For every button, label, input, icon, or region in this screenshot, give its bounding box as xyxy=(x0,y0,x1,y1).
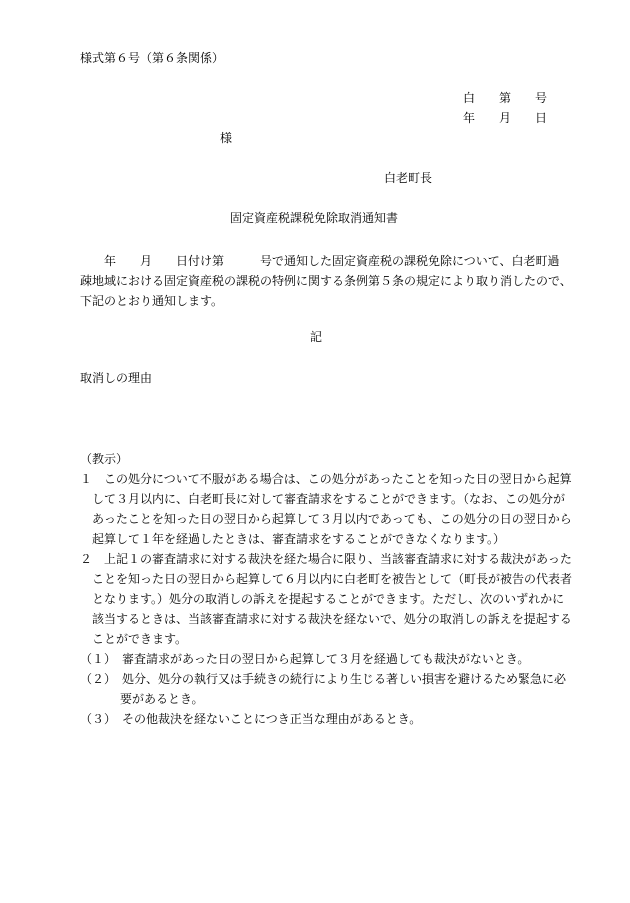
kyoji-item1-line: 起算して１年を経過したときは、審査請求をすることができなくなります。） xyxy=(92,532,506,546)
kyoji-item2-line: ことを知った日の翌日から起算して６月以内に白老町を被告として（町長が被告の代表者 xyxy=(92,572,573,586)
addressee: 様 xyxy=(220,131,233,145)
ki-heading: 記 xyxy=(310,330,323,344)
kyoji-item1-line: あったことを知った日の翌日から起算して３月以内であっても、この処分の日の翌日から xyxy=(92,512,572,526)
kyoji-sub3: （３） その他裁決を経ないことにつき正当な理由があるとき。 xyxy=(80,712,422,726)
body-line: 下記のとおり通知します。 xyxy=(80,294,224,308)
kyoji-sub1: （１） 審査請求があった日の翌日から起算して３月を経過しても裁決がないとき。 xyxy=(80,652,530,666)
issue-date xyxy=(463,112,547,124)
reference-dai: 第 xyxy=(499,91,512,105)
date-year: 年 xyxy=(463,111,476,125)
kyoji-sub2-line: 要があるとき。 xyxy=(120,692,204,706)
kyoji-heading: （教示） xyxy=(80,452,129,466)
kyoji-sub2-line: （２） 処分、処分の執行又は手続きの続行により生じる著しい損害を避けるため緊急に必 xyxy=(80,672,567,686)
reference-prefix: 白 xyxy=(463,91,476,105)
date-month: 月 xyxy=(499,111,512,125)
kyoji-item2-line: 該当するときは、当該審査請求に対する裁決を経ないで、処分の取消しの訴えを提起する xyxy=(92,612,572,626)
document-title: 固定資産税課税免除取消通知書 xyxy=(230,211,399,225)
reference-number xyxy=(463,92,547,104)
body-paragraph xyxy=(80,251,570,311)
kyoji-item2-line: ２ 上記１の審査請求に対する裁決を経た場合に限り、当該審査請求に対する裁決があった xyxy=(80,552,572,566)
body-line: 年 月 日付け第 号で通知した固定資産税の課税免除について、白老町過 xyxy=(80,254,560,268)
reference-go: 号 xyxy=(535,91,548,105)
reason-label: 取消しの理由 xyxy=(80,371,153,385)
sender: 白老町長 xyxy=(384,171,433,185)
kyoji-item1-line: １ この処分について不服がある場合は、この処分があったことを知った日の翌日から起算 xyxy=(80,472,572,486)
kyoji-item1-line: して３月以内に、白老町長に対して審査請求をすることができます。（なお、この処分が xyxy=(92,492,566,506)
kyoji-item2-line: ことができます。 xyxy=(92,632,188,646)
form-number: 様式第６号（第６条関係） xyxy=(80,51,225,65)
kyoji-item2-line: となります。）処分の取消しの訴えを提起することができます。ただし、次のいずれかに xyxy=(92,592,565,606)
body-line: 疎地域における固定資産税の課税の特例に関する条例第５条の規定により取り消したので、 xyxy=(80,274,572,288)
kyoji-section xyxy=(80,449,573,729)
date-day: 日 xyxy=(535,111,548,125)
